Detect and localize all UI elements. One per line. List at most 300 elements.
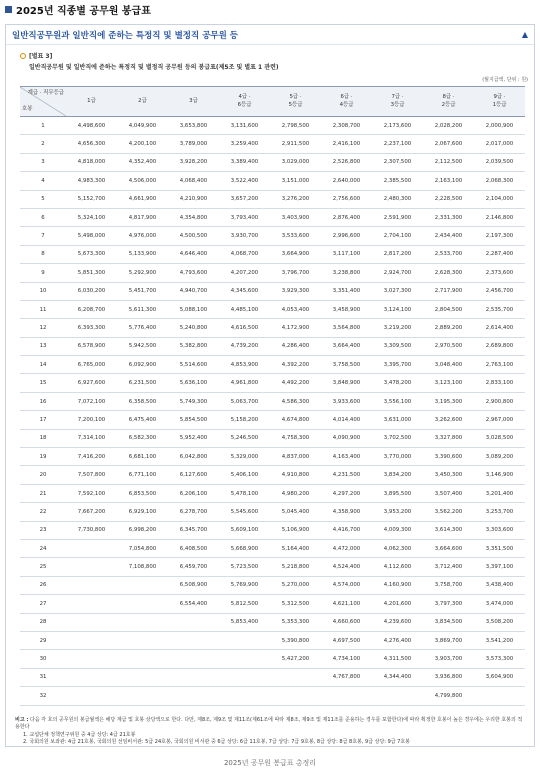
salary-cell: 3,146,900 [474, 466, 525, 484]
grade-header: 8급 · 2등급 [423, 87, 474, 117]
salary-cell: 4,207,200 [219, 264, 270, 282]
salary-cell: 3,397,100 [474, 558, 525, 576]
salary-cell: 4,661,900 [117, 190, 168, 208]
salary-cell [219, 668, 270, 686]
salary-cell: 5,427,200 [270, 650, 321, 668]
table-row [20, 521, 525, 539]
salary-cell: 5,312,500 [270, 595, 321, 613]
salary-cell: 2,689,800 [474, 337, 525, 355]
salary-cell: 2,804,500 [423, 300, 474, 318]
salary-cell: 4,767,800 [321, 668, 372, 686]
salary-cell: 4,163,400 [321, 448, 372, 466]
salary-cell: 2,331,300 [423, 208, 474, 226]
salary-cell: 2,591,900 [372, 208, 423, 226]
salary-cell [168, 668, 219, 686]
salary-cell: 2,146,800 [474, 208, 525, 226]
salary-cell: 4,498,600 [66, 117, 117, 135]
step-cell: 19 [20, 448, 66, 466]
salary-cell: 5,218,800 [270, 558, 321, 576]
salary-cell: 4,734,100 [321, 650, 372, 668]
table-row [20, 466, 525, 484]
salary-cell [270, 668, 321, 686]
salary-cell [168, 631, 219, 649]
salary-cell: 6,853,500 [117, 484, 168, 502]
salary-cell: 6,042,800 [168, 448, 219, 466]
salary-cell: 3,770,000 [372, 448, 423, 466]
table-row [20, 687, 525, 705]
salary-cell: 4,492,200 [270, 374, 321, 392]
salary-cell: 3,522,400 [219, 172, 270, 190]
salary-cell [66, 631, 117, 649]
salary-cell: 5,636,100 [168, 374, 219, 392]
salary-cell: 7,592,100 [66, 484, 117, 502]
table-row [20, 117, 525, 135]
salary-cell [66, 595, 117, 613]
grade-header: 3급 [168, 87, 219, 117]
salary-cell: 5,152,700 [66, 190, 117, 208]
salary-cell: 4,506,000 [117, 172, 168, 190]
header-corner-cell [20, 87, 66, 117]
salary-cell [219, 687, 270, 705]
table-row [20, 631, 525, 649]
salary-cell: 4,656,300 [66, 135, 117, 153]
salary-cell: 4,062,300 [372, 539, 423, 557]
salary-cell: 4,472,000 [321, 539, 372, 557]
salary-cell: 4,646,400 [168, 245, 219, 263]
step-cell: 6 [20, 208, 66, 226]
salary-cell: 6,554,400 [168, 595, 219, 613]
salary-cell: 3,758,500 [321, 356, 372, 374]
salary-cell: 4,793,600 [168, 264, 219, 282]
salary-cell: 3,928,200 [168, 153, 219, 171]
salary-cell: 4,160,900 [372, 576, 423, 594]
salary-cell: 5,952,400 [168, 429, 219, 447]
step-cell: 10 [20, 282, 66, 300]
salary-cell: 4,345,600 [219, 282, 270, 300]
step-cell: 3 [20, 153, 66, 171]
salary-cell: 6,345,700 [168, 521, 219, 539]
note-item: 1. 교섭단체 정책연구위원 중 4급 상당: 4급 21호봉 [23, 731, 136, 738]
salary-cell: 4,172,900 [270, 319, 321, 337]
table-row [20, 172, 525, 190]
table-row [20, 484, 525, 502]
salary-cell: 3,028,500 [474, 429, 525, 447]
salary-cell: 2,373,600 [474, 264, 525, 282]
step-cell: 21 [20, 484, 66, 502]
triangle-up-icon[interactable]: ▲ [521, 30, 528, 39]
salary-cell: 2,104,000 [474, 190, 525, 208]
salary-cell: 7,072,100 [66, 392, 117, 410]
salary-cell: 4,200,100 [117, 135, 168, 153]
salary-cell: 4,009,300 [372, 521, 423, 539]
salary-cell: 6,582,300 [117, 429, 168, 447]
step-cell: 32 [20, 687, 66, 705]
salary-cell [219, 650, 270, 668]
salary-cell: 5,353,300 [270, 613, 321, 631]
step-cell: 5 [20, 190, 66, 208]
salary-cell: 4,311,500 [372, 650, 423, 668]
salary-cell [219, 631, 270, 649]
salary-cell: 5,088,100 [168, 300, 219, 318]
salary-cell: 4,961,800 [219, 374, 270, 392]
salary-cell: 3,262,600 [423, 411, 474, 429]
salary-cell: 3,953,200 [372, 503, 423, 521]
table-row [20, 337, 525, 355]
salary-cell: 2,228,500 [423, 190, 474, 208]
salary-cell: 3,351,400 [321, 282, 372, 300]
salary-cell: 6,771,100 [117, 466, 168, 484]
salary-cell: 5,478,100 [219, 484, 270, 502]
salary-cell: 4,983,300 [66, 172, 117, 190]
salary-cell: 3,796,700 [270, 264, 321, 282]
salary-cell: 5,270,000 [270, 576, 321, 594]
salary-cell: 3,390,600 [423, 448, 474, 466]
table-row [20, 319, 525, 337]
salary-cell [321, 687, 372, 705]
salary-cell: 4,053,400 [270, 300, 321, 318]
step-cell: 29 [20, 631, 66, 649]
salary-cell: 5,854,500 [168, 411, 219, 429]
step-cell: 14 [20, 356, 66, 374]
salary-cell: 5,769,900 [219, 576, 270, 594]
grade-header: 5급 · 5등급 [270, 87, 321, 117]
salary-cell: 2,000,900 [474, 117, 525, 135]
salary-cell: 3,309,500 [372, 337, 423, 355]
table-row [20, 208, 525, 226]
salary-cell: 3,573,300 [474, 650, 525, 668]
salary-cell: 5,292,900 [117, 264, 168, 282]
salary-cell: 3,195,300 [423, 392, 474, 410]
salary-cell: 4,586,300 [270, 392, 321, 410]
table-row [20, 392, 525, 410]
table-row [20, 227, 525, 245]
salary-cell: 3,450,300 [423, 466, 474, 484]
salary-cell: 4,799,800 [423, 687, 474, 705]
note-item: 2. 국회의원 보좌관: 4급 21호봉, 국회의원 선임비서관: 5급 24호봉, 국회의원 비서관 중 6급 상당: 6급 11호봉, 7급 상당: 7급 9호봉, 8급 상당: 8급 8호봉, 9급 상당: 9급 7호봉 [23, 738, 411, 745]
salary-cell: 2,197,300 [474, 227, 525, 245]
table-row [20, 153, 525, 171]
grade-header: 1급 [66, 87, 117, 117]
salary-cell: 2,640,000 [321, 172, 372, 190]
step-cell: 30 [20, 650, 66, 668]
salary-cell: 5,382,800 [168, 337, 219, 355]
salary-cell: 6,927,600 [66, 374, 117, 392]
salary-cell: 4,068,400 [168, 172, 219, 190]
salary-cell: 3,507,400 [423, 484, 474, 502]
step-cell: 9 [20, 264, 66, 282]
table-row [20, 190, 525, 208]
salary-cell: 3,797,300 [423, 595, 474, 613]
salary-cell: 3,123,100 [423, 374, 474, 392]
step-cell: 15 [20, 374, 66, 392]
table-row [20, 448, 525, 466]
salary-cell: 4,674,800 [270, 411, 321, 429]
salary-cell: 6,278,700 [168, 503, 219, 521]
salary-cell [66, 650, 117, 668]
salary-cell: 4,697,500 [321, 631, 372, 649]
table-header-row [20, 87, 525, 117]
salary-cell: 3,930,700 [219, 227, 270, 245]
salary-cell [66, 539, 117, 557]
salary-cell: 2,287,400 [474, 245, 525, 263]
salary-cell: 6,030,200 [66, 282, 117, 300]
salary-cell: 2,480,300 [372, 190, 423, 208]
salary-cell: 3,664,600 [423, 539, 474, 557]
salary-cell: 6,929,100 [117, 503, 168, 521]
salary-cell: 3,903,700 [423, 650, 474, 668]
salary-cell: 4,739,200 [219, 337, 270, 355]
salary-cell: 4,201,600 [372, 595, 423, 613]
salary-cell: 5,451,700 [117, 282, 168, 300]
salary-cell: 3,936,800 [423, 668, 474, 686]
salary-cell: 7,507,800 [66, 466, 117, 484]
salary-cell: 3,653,800 [168, 117, 219, 135]
section-header[interactable] [6, 25, 534, 45]
salary-cell: 3,458,900 [321, 300, 372, 318]
salary-cell: 3,541,200 [474, 631, 525, 649]
salary-cell: 3,117,100 [321, 245, 372, 263]
table-row [20, 374, 525, 392]
salary-cell [168, 687, 219, 705]
salary-cell: 3,327,800 [423, 429, 474, 447]
salary-cell: 6,393,300 [66, 319, 117, 337]
circle-bullet-icon [20, 53, 26, 59]
step-cell: 13 [20, 337, 66, 355]
salary-cell: 4,392,200 [270, 356, 321, 374]
salary-cell: 5,406,100 [219, 466, 270, 484]
table-row [20, 264, 525, 282]
salary-cell: 3,564,800 [321, 319, 372, 337]
salary-cell: 4,976,000 [117, 227, 168, 245]
salary-cell: 4,090,900 [321, 429, 372, 447]
salary-cell: 4,354,800 [168, 208, 219, 226]
step-cell: 24 [20, 539, 66, 557]
salary-cell [117, 595, 168, 613]
salary-cell: 2,237,100 [372, 135, 423, 153]
salary-cell: 2,798,500 [270, 117, 321, 135]
salary-cell: 5,723,500 [219, 558, 270, 576]
salary-cell: 5,609,100 [219, 521, 270, 539]
table-row [20, 245, 525, 263]
salary-cell: 5,853,400 [219, 613, 270, 631]
salary-cell: 6,127,600 [168, 466, 219, 484]
salary-cell: 4,621,100 [321, 595, 372, 613]
salary-cell [117, 668, 168, 686]
salary-cell: 4,660,600 [321, 613, 372, 631]
grade-header: 2급 [117, 87, 168, 117]
grade-header: 9급 · 1등급 [474, 87, 525, 117]
salary-cell: 3,131,600 [219, 117, 270, 135]
salary-cell: 6,208,700 [66, 300, 117, 318]
salary-cell [372, 687, 423, 705]
pay-table-section [5, 24, 535, 747]
salary-cell: 3,201,400 [474, 484, 525, 502]
salary-cell: 2,911,500 [270, 135, 321, 153]
salary-cell: 4,416,700 [321, 521, 372, 539]
salary-cell: 4,980,200 [270, 484, 321, 502]
salary-cell: 2,628,300 [423, 264, 474, 282]
salary-cell: 5,673,300 [66, 245, 117, 263]
step-cell: 2 [20, 135, 66, 153]
salary-cell: 2,068,300 [474, 172, 525, 190]
salary-cell: 3,389,400 [219, 153, 270, 171]
salary-cell: 4,286,400 [270, 337, 321, 355]
salary-cell: 2,970,500 [423, 337, 474, 355]
salary-cell [474, 687, 525, 705]
salary-cell: 7,200,100 [66, 411, 117, 429]
salary-cell: 2,900,800 [474, 392, 525, 410]
table-row [20, 135, 525, 153]
salary-cell: 4,297,200 [321, 484, 372, 502]
table-row [20, 282, 525, 300]
salary-cell: 2,533,700 [423, 245, 474, 263]
salary-cell: 5,045,400 [270, 503, 321, 521]
salary-cell: 5,240,800 [168, 319, 219, 337]
salary-cell [66, 558, 117, 576]
salary-cell: 4,910,800 [270, 466, 321, 484]
step-cell: 22 [20, 503, 66, 521]
salary-cell: 5,668,900 [219, 539, 270, 557]
salary-cell [117, 631, 168, 649]
salary-cell: 3,657,200 [219, 190, 270, 208]
salary-cell: 2,817,200 [372, 245, 423, 263]
salary-cell [66, 687, 117, 705]
annex-label: [별표 3] [29, 53, 53, 60]
salary-cell: 3,895,500 [372, 484, 423, 502]
salary-cell: 3,474,000 [474, 595, 525, 613]
salary-cell: 3,151,000 [270, 172, 321, 190]
salary-cell: 3,834,500 [423, 613, 474, 631]
step-cell: 11 [20, 300, 66, 318]
salary-cell: 5,164,400 [270, 539, 321, 557]
salary-cell: 4,853,900 [219, 356, 270, 374]
table-row [20, 650, 525, 668]
salary-cell: 2,308,700 [321, 117, 372, 135]
salary-cell: 3,789,000 [168, 135, 219, 153]
salary-cell: 4,049,900 [117, 117, 168, 135]
salary-cell: 2,535,700 [474, 300, 525, 318]
salary-cell: 6,508,900 [168, 576, 219, 594]
salary-cell: 5,498,000 [66, 227, 117, 245]
step-label: 호봉 [22, 105, 33, 112]
salary-cell: 7,730,800 [66, 521, 117, 539]
salary-cell: 4,837,000 [270, 448, 321, 466]
step-cell: 31 [20, 668, 66, 686]
annex-heading [20, 51, 279, 71]
salary-cell: 3,712,400 [423, 558, 474, 576]
notes-text: 다음 각 호의 공무원의 봉급월액은 해당 계급 및 호봉 상당액으로 한다. 다만, 제8조, 제9조 및 제11조(제61조에 따라 제8조, 제9조 및 제11조를 준용하는 경우를 포함한다)에 따라 획정한 호봉이 높은 경우에는 우리한 호봉의 적용한다 [15, 717, 523, 731]
salary-cell [117, 613, 168, 631]
salary-cell: 3,562,200 [423, 503, 474, 521]
salary-cell: 3,834,200 [372, 466, 423, 484]
salary-cell: 3,604,900 [474, 668, 525, 686]
salary-cell [66, 576, 117, 594]
salary-cell: 3,664,400 [321, 337, 372, 355]
salary-cell: 3,048,400 [423, 356, 474, 374]
step-cell: 20 [20, 466, 66, 484]
annex-title: 일반직공무원 및 일반직에 준하는 특정직 및 별정직 공무원 등의 봉급표(제5조 및 별표 1 관련) [29, 64, 279, 71]
step-cell: 26 [20, 576, 66, 594]
salary-cell: 4,014,400 [321, 411, 372, 429]
salary-cell: 4,818,000 [66, 153, 117, 171]
salary-cell: 5,514,600 [168, 356, 219, 374]
step-cell: 16 [20, 392, 66, 410]
salary-cell: 7,667,200 [66, 503, 117, 521]
salary-cell [117, 687, 168, 705]
salary-cell: 7,314,100 [66, 429, 117, 447]
salary-cell: 2,163,100 [423, 172, 474, 190]
salary-cell: 6,206,100 [168, 484, 219, 502]
salary-cell: 3,403,900 [270, 208, 321, 226]
salary-cell: 3,259,400 [219, 135, 270, 153]
salary-cell: 2,017,000 [474, 135, 525, 153]
salary-cell: 3,702,500 [372, 429, 423, 447]
salary-cell: 4,239,600 [372, 613, 423, 631]
step-cell: 25 [20, 558, 66, 576]
salary-cell: 3,664,900 [270, 245, 321, 263]
salary-cell: 6,231,500 [117, 374, 168, 392]
salary-cell [168, 613, 219, 631]
table-row [20, 503, 525, 521]
salary-cell: 5,063,700 [219, 392, 270, 410]
grade-header: 7급 · 3등급 [372, 87, 423, 117]
salary-cell: 5,776,400 [117, 319, 168, 337]
step-cell: 1 [20, 117, 66, 135]
salary-cell: 5,324,100 [66, 208, 117, 226]
salary-cell: 2,833,100 [474, 374, 525, 392]
table-row [20, 576, 525, 594]
salary-cell: 3,238,800 [321, 264, 372, 282]
salary-cell: 3,758,700 [423, 576, 474, 594]
salary-cell: 4,817,900 [117, 208, 168, 226]
salary-cell: 6,092,900 [117, 356, 168, 374]
salary-cell: 5,329,000 [219, 448, 270, 466]
salary-cell: 4,485,100 [219, 300, 270, 318]
salary-cell: 4,352,400 [117, 153, 168, 171]
step-cell: 12 [20, 319, 66, 337]
pay-table [20, 86, 525, 706]
salary-cell: 3,253,700 [474, 503, 525, 521]
salary-cell: 5,942,500 [117, 337, 168, 355]
salary-cell: 4,500,500 [168, 227, 219, 245]
salary-cell: 7,054,800 [117, 539, 168, 557]
page-title: 2025년 직종별 공무원 봉급표 [16, 6, 151, 17]
salary-cell: 3,478,200 [372, 374, 423, 392]
salary-cell: 3,124,100 [372, 300, 423, 318]
step-cell: 8 [20, 245, 66, 263]
salary-cell: 3,848,900 [321, 374, 372, 392]
step-cell: 27 [20, 595, 66, 613]
salary-cell: 3,793,400 [219, 208, 270, 226]
salary-cell: 2,416,100 [321, 135, 372, 153]
salary-cell: 5,749,300 [168, 392, 219, 410]
salary-cell [66, 613, 117, 631]
square-icon [5, 6, 12, 13]
salary-cell [66, 668, 117, 686]
step-cell: 7 [20, 227, 66, 245]
table-row [20, 595, 525, 613]
step-cell: 28 [20, 613, 66, 631]
salary-cell: 2,039,500 [474, 153, 525, 171]
salary-cell: 6,681,100 [117, 448, 168, 466]
salary-cell: 3,508,200 [474, 613, 525, 631]
salary-cell: 3,303,600 [474, 521, 525, 539]
salary-cell: 5,812,500 [219, 595, 270, 613]
salary-cell: 5,851,300 [66, 264, 117, 282]
salary-cell: 5,246,500 [219, 429, 270, 447]
notes-label: 비고 : [15, 717, 29, 723]
salary-cell: 3,556,100 [372, 392, 423, 410]
